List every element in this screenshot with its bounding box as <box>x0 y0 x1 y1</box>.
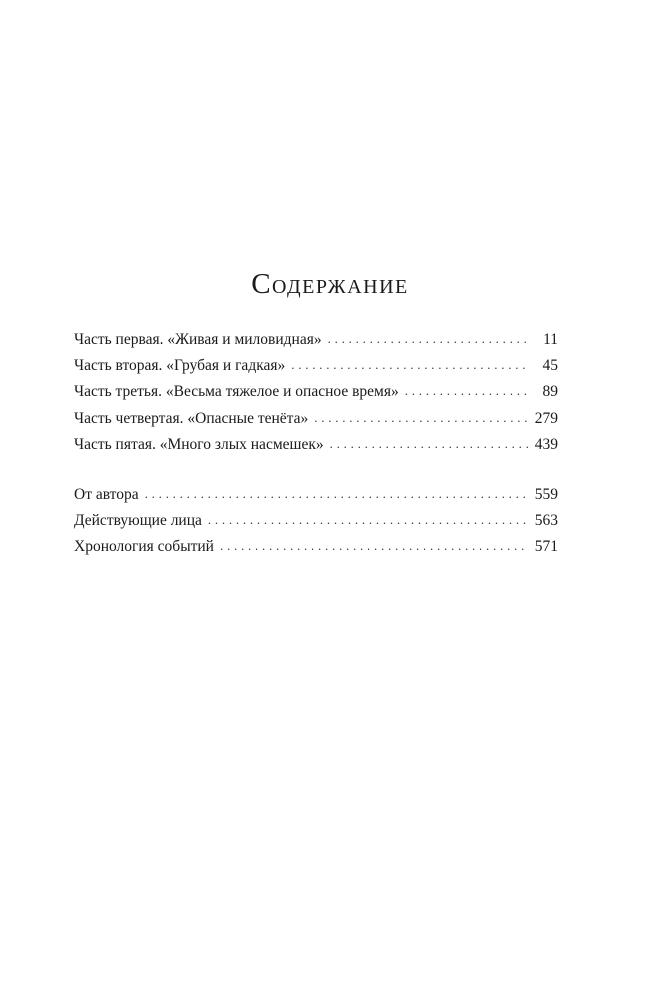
toc-group-parts <box>74 327 558 458</box>
toc-entry <box>74 534 558 560</box>
toc-entry-page: 559 <box>534 485 558 503</box>
toc-group-appendix <box>74 482 558 561</box>
dot-leader <box>405 378 530 404</box>
toc-entry-title: Часть пятая. «Много злых насмешек» <box>74 435 324 453</box>
dot-leader <box>330 431 529 457</box>
toc-entry-title: Часть первая. «Живая и миловидная» <box>74 331 322 348</box>
dot-leader <box>291 352 530 378</box>
toc-entry-page: 279 <box>534 409 558 427</box>
toc-entry <box>74 406 558 432</box>
toc-entry-title: От автора <box>74 485 139 503</box>
toc-entry <box>74 353 558 379</box>
toc-entry <box>74 379 558 405</box>
toc-entry-title: Хронология событий <box>74 538 214 556</box>
toc-entry-title: Действующие лица <box>74 512 202 530</box>
toc-entry <box>74 482 558 508</box>
toc-entry-title: Часть вторая. «Грубая и гадкая» <box>74 357 286 375</box>
toc-entry-title: Часть четвертая. «Опасные тенёта» <box>74 409 309 427</box>
dot-leader <box>208 507 529 533</box>
toc-entry-page: 439 <box>534 435 558 453</box>
toc-entry-page: 45 <box>542 357 558 375</box>
dot-leader <box>314 405 528 431</box>
toc-entry <box>74 508 558 534</box>
toc-entry-page: 89 <box>542 383 558 401</box>
toc-entry-page: 11 <box>543 331 558 348</box>
page-title: Содержание <box>251 268 409 300</box>
table-of-contents <box>74 327 558 561</box>
toc-entry-page: 571 <box>534 538 558 556</box>
toc-entry <box>74 327 558 353</box>
dot-leader <box>220 533 529 559</box>
toc-entry-title: Часть третья. «Весьма тяжелое и опасное время» <box>74 383 399 401</box>
dot-leader <box>328 326 530 352</box>
toc-entry <box>74 432 558 458</box>
toc-entry-page: 563 <box>534 512 558 530</box>
dot-leader <box>145 481 529 507</box>
